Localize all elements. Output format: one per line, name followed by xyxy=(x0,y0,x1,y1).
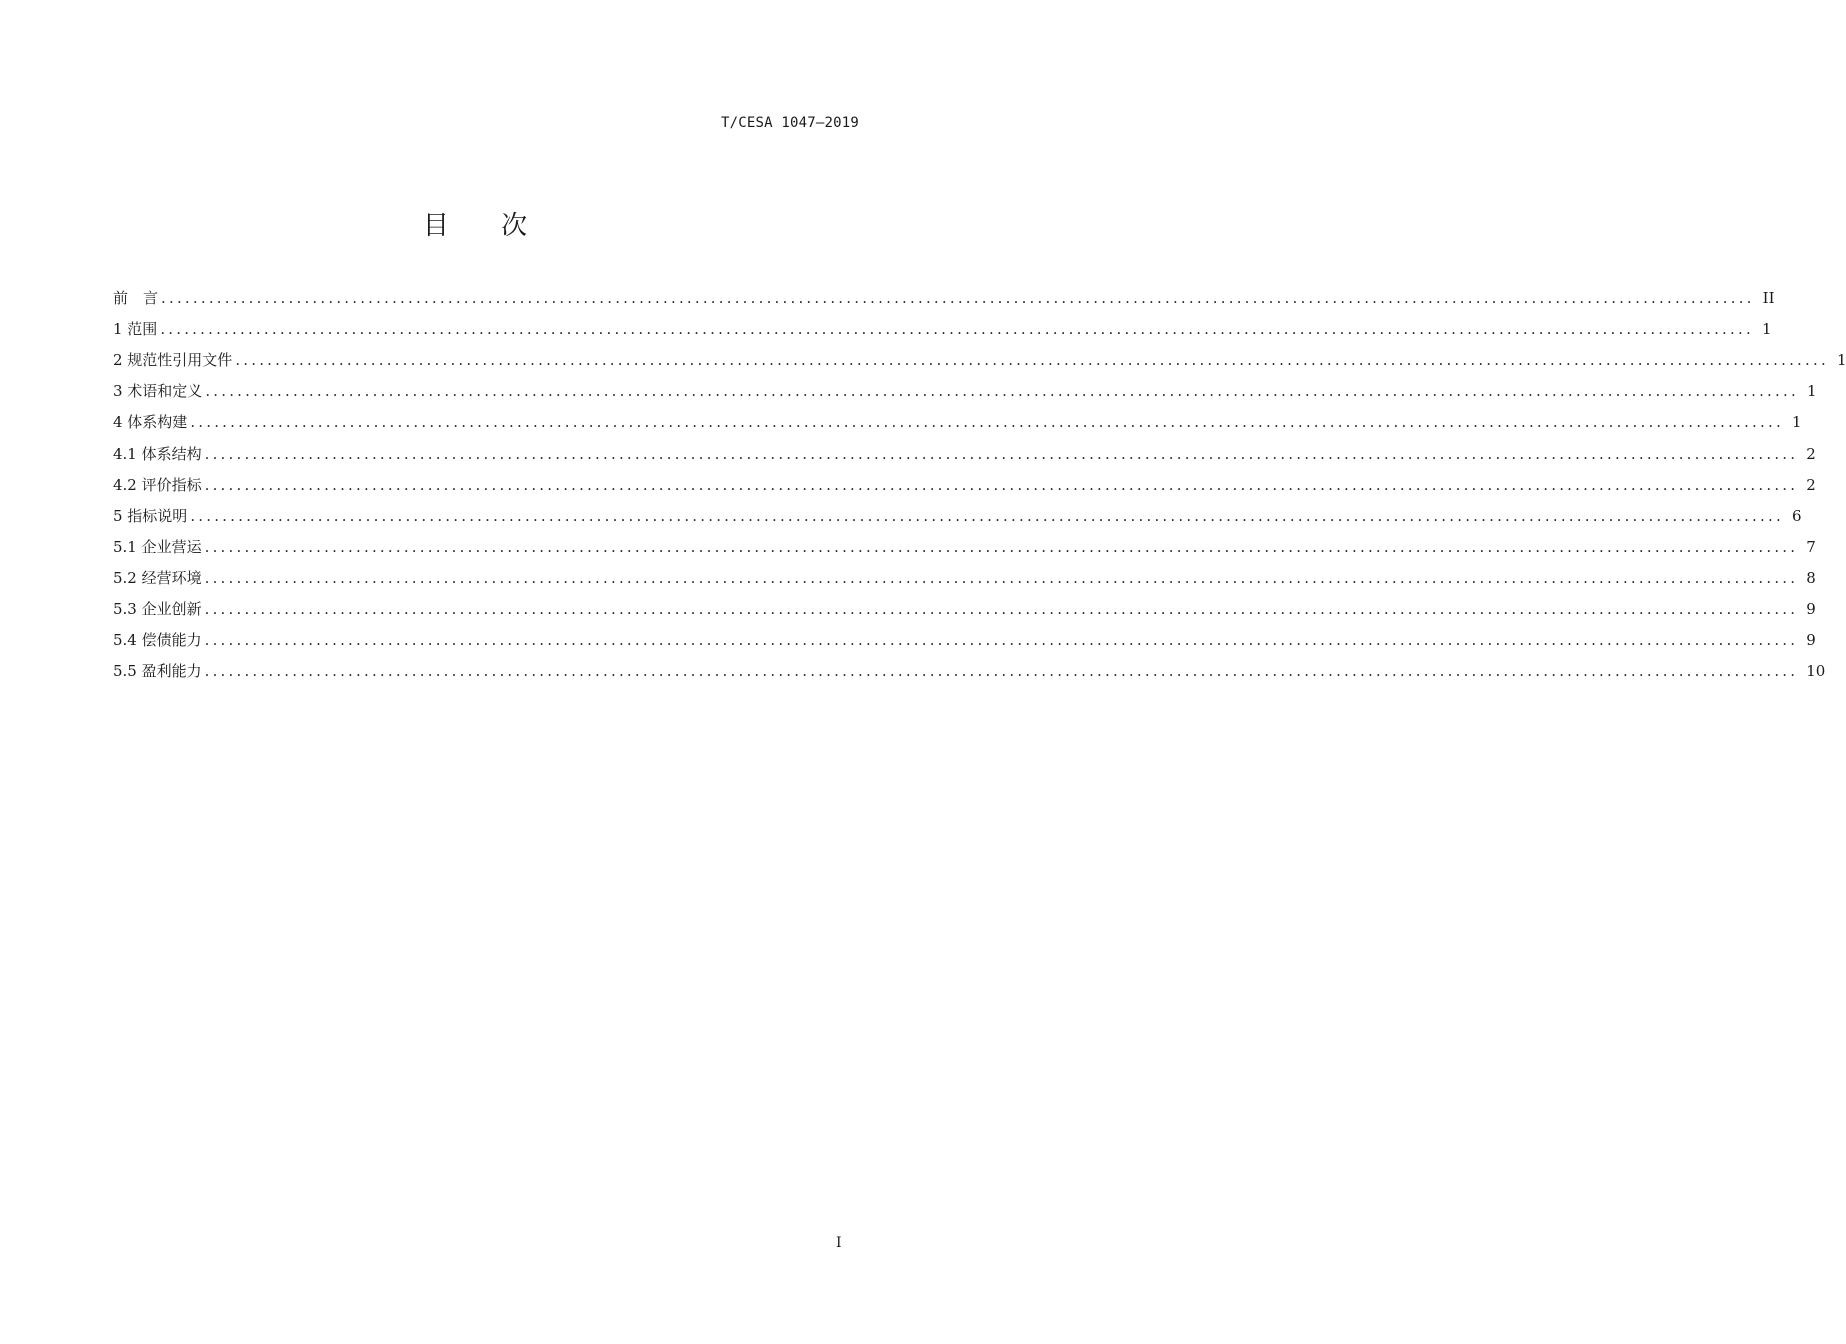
toc-entry-page: 9 xyxy=(1806,631,1816,650)
toc-dot-leader: ........................................................................................................................................................................................................ xyxy=(235,351,1829,370)
toc-dot-leader: ........................................................................................................................................................................................................ xyxy=(204,662,1799,681)
toc-entry-page: 1 xyxy=(1761,320,1772,339)
toc-entry-page: 7 xyxy=(1806,537,1816,556)
toc-entry-label: 5.4 偿债能力 xyxy=(113,631,202,650)
toc-entry-enterprise-operation[interactable] xyxy=(113,532,1816,563)
toc-entry-normative-references[interactable] xyxy=(113,345,1846,376)
toc-entry-label: 1 范围 xyxy=(113,320,158,339)
toc-entry-scope[interactable] xyxy=(113,314,1772,345)
toc-entry-enterprise-innovation[interactable] xyxy=(113,594,1816,625)
toc-entry-indicator-description[interactable] xyxy=(113,501,1802,532)
toc-entry-label: 4.2 评价指标 xyxy=(113,475,202,494)
toc-entry-page: II xyxy=(1762,289,1775,308)
toc-entry-page: 1 xyxy=(1836,351,1846,370)
toc-entry-label: 5.1 企业营运 xyxy=(113,537,202,556)
toc-entry-page: 6 xyxy=(1791,506,1802,525)
toc-entry-page: 8 xyxy=(1806,568,1816,587)
page-number: I xyxy=(836,1235,842,1251)
toc-entry-label: 5.3 企业创新 xyxy=(113,599,202,618)
toc-entry-system-construction[interactable] xyxy=(113,407,1802,438)
toc-entry-page: 1 xyxy=(1806,382,1817,401)
toc-dot-leader: ........................................................................................................................................................................................................ xyxy=(204,568,1799,587)
toc-dot-leader: ........................................................................................................................................................................................................ xyxy=(190,413,1784,432)
toc-dot-leader: ........................................................................................................................................................................................................ xyxy=(204,475,1799,494)
toc-entry-terms-definitions[interactable] xyxy=(113,376,1817,407)
toc-entry-label: 前 言 xyxy=(113,289,159,308)
toc-dot-leader: ........................................................................................................................................................................................................ xyxy=(204,444,1799,463)
toc-entry-evaluation-indicators[interactable] xyxy=(113,470,1816,501)
toc-entry-system-structure[interactable] xyxy=(113,438,1816,469)
toc-dot-leader: ........................................................................................................................................................................................................ xyxy=(204,599,1799,618)
toc-entry-label: 4.1 体系结构 xyxy=(113,444,202,463)
table-of-contents xyxy=(113,283,1846,687)
toc-entry-foreword[interactable] xyxy=(113,283,1775,314)
toc-entry-page: 1 xyxy=(1791,413,1802,432)
toc-entry-label: 5.2 经营环境 xyxy=(113,568,202,587)
toc-dot-leader: ........................................................................................................................................................................................................ xyxy=(190,506,1784,525)
standard-code: T/CESA 1047—2019 xyxy=(720,115,859,131)
toc-dot-leader: ........................................................................................................................................................................................................ xyxy=(204,631,1799,650)
toc-entry-label: 5.5 盈利能力 xyxy=(113,662,202,681)
toc-entry-page: 9 xyxy=(1806,599,1816,618)
toc-entry-solvency[interactable] xyxy=(113,625,1816,656)
toc-entry-page: 2 xyxy=(1806,475,1816,494)
toc-dot-leader: ........................................................................................................................................................................................................ xyxy=(161,289,1755,308)
toc-dot-leader: ........................................................................................................................................................................................................ xyxy=(204,537,1799,556)
toc-entry-page: 10 xyxy=(1806,662,1826,681)
toc-entry-business-environment[interactable] xyxy=(113,563,1816,594)
toc-entry-label: 4 体系构建 xyxy=(113,413,188,432)
toc-dot-leader: ........................................................................................................................................................................................................ xyxy=(205,382,1799,401)
toc-entry-profitability[interactable] xyxy=(113,656,1826,687)
toc-entry-label: 2 规范性引用文件 xyxy=(113,351,233,370)
toc-entry-label: 3 术语和定义 xyxy=(113,382,203,401)
toc-title: 目 次 xyxy=(422,211,550,241)
toc-entry-label: 5 指标说明 xyxy=(113,506,188,525)
toc-dot-leader: ........................................................................................................................................................................................................ xyxy=(160,320,1754,339)
toc-entry-page: 2 xyxy=(1806,444,1816,463)
